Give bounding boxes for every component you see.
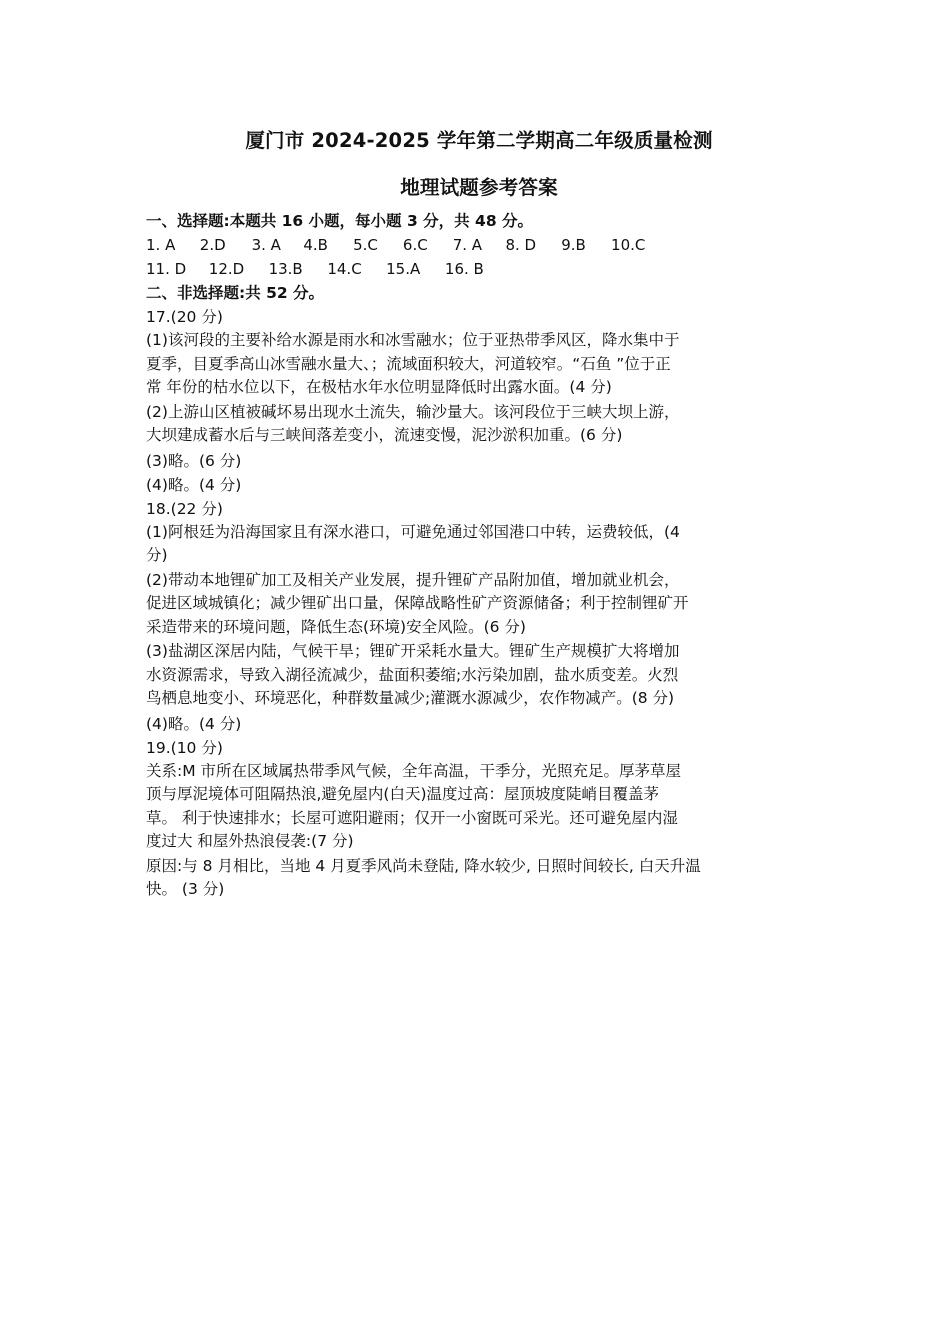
text-line: 常 年份的枯水位以下，在极枯水年水位明显降低时出露水面。(4 分) xyxy=(146,378,612,396)
text-line: 促进区域城镇化；减少锂矿出口量，保障战略性矿产资源储备；利于控制锂矿开 xyxy=(146,594,689,612)
question-18-part-3 xyxy=(146,640,812,711)
answer-item: 1. A xyxy=(146,236,176,254)
question-17-part-3: (3)略。(6 分) xyxy=(146,451,242,470)
answer-item: 11. D xyxy=(146,260,187,278)
text-line: 夏季，目夏季高山冰雪融水量大、；流域面积较大，河道较窄。“石鱼 ”位于正 xyxy=(146,354,671,373)
answer-document xyxy=(146,126,812,903)
answer-item: 3. A xyxy=(251,236,281,254)
question-17-part-2 xyxy=(146,401,812,448)
text-line: 分) xyxy=(146,546,168,564)
question-17-part-1 xyxy=(146,329,812,400)
answer-item: 2.D xyxy=(199,236,226,254)
text-line: (1)阿根廷为沿海国家且有深水港口，可避免通过邻国港口中转，运费较低，(4 xyxy=(146,522,680,541)
question-18-part-4: (4)略。(4 分) xyxy=(146,714,242,733)
text-line: (2)带动本地锂矿加工及相关产业发展，提升锂矿产品附加值，增加就业机会， xyxy=(146,570,680,589)
text-line: 关系:M 市所在区域属热带季风气候，全年高温，干季分，光照充足。厚茅草屋 xyxy=(146,761,682,780)
question-19-reason xyxy=(146,855,812,902)
text-line: (1)该河段的主要补给水源是雨水和冰雪融水；位于亚热带季风区，降水集中于 xyxy=(146,331,680,349)
question-17-heading: 17.(20 分) xyxy=(146,308,223,326)
question-18-part-1 xyxy=(146,521,812,568)
answer-row-1 xyxy=(146,233,812,257)
answer-item: 12.D xyxy=(208,260,245,278)
text-line: 草。 利于快速排水；长屋可遮阳避雨；仅开一小窗既可采光。还可避免屋内湿 xyxy=(146,808,678,827)
answer-item: 15.A xyxy=(386,260,421,278)
answer-item: 7. A xyxy=(452,236,483,254)
question-18-heading: 18.(22 分) xyxy=(146,499,223,518)
answer-item: 14.C xyxy=(327,260,362,278)
text-line: (3)盐湖区深居内陆，气候干旱；锂矿开采耗水量大。锂矿生产规模扩大将增加 xyxy=(146,642,680,660)
text-line: 鸟栖息地变小、环境恶化，种群数量减少;灌溉水源减少，农作物减产。(8 分) xyxy=(146,689,675,707)
answer-item: 10.C xyxy=(611,236,646,254)
text-line: (2)上游山区植被碱坏易出现水土流失，输沙量大。该河段位于三峡大坝上游， xyxy=(146,402,680,421)
question-19-relation xyxy=(146,760,812,854)
text-line: 水资源需求，导致入湖径流减少，盐面积萎缩;水污染加剧，盐水质变差。火烈 xyxy=(146,665,679,684)
answer-item: 16. B xyxy=(444,260,484,278)
text-line: 采造带来的环境问题，降低生态(环境)安全风险。(6 分) xyxy=(146,617,526,636)
answer-item: 9.B xyxy=(561,236,586,254)
answer-item: 6.C xyxy=(402,236,428,254)
answer-item: 8. D xyxy=(505,236,537,254)
question-17-part-4: (4)略。(4 分) xyxy=(146,475,242,494)
document-subtitle: 地理试题参考答案 xyxy=(400,176,558,199)
answer-row-2 xyxy=(146,257,812,281)
answer-item: 5.C xyxy=(353,236,378,254)
document-title: 厦门市 2024-2025 学年第二学期高二年级质量检测 xyxy=(245,129,713,152)
text-line: 快。 (3 分) xyxy=(146,880,225,898)
question-18-part-2 xyxy=(146,569,812,640)
section-heading-choice: 一、选择题:本题共 16 小题，每小题 3 分，共 48 分。 xyxy=(146,212,534,230)
answer-item: 4.B xyxy=(303,236,328,254)
text-line: 顶与厚泥境体可阻隔热浪,避免屋内(白天)温度过高：屋顶坡度陡峭目覆盖茅 xyxy=(146,785,660,803)
section-heading-open: 二、非选择题:共 52 分。 xyxy=(146,284,325,302)
question-19-heading: 19.(10 分) xyxy=(146,738,223,757)
text-line: 度过大 和屋外热浪侵袭:(7 分) xyxy=(146,832,354,850)
text-line: 原因:与 8 月相比，当地 4 月夏季风尚未登陆, 降水较少, 日照时间较长, 白天升温 xyxy=(146,856,701,875)
text-line: 大坝建成蓄水后与三峡间落差变小，流速变慢，泥沙淤积加重。(6 分) xyxy=(146,426,623,444)
answer-item: 13.B xyxy=(268,260,303,278)
